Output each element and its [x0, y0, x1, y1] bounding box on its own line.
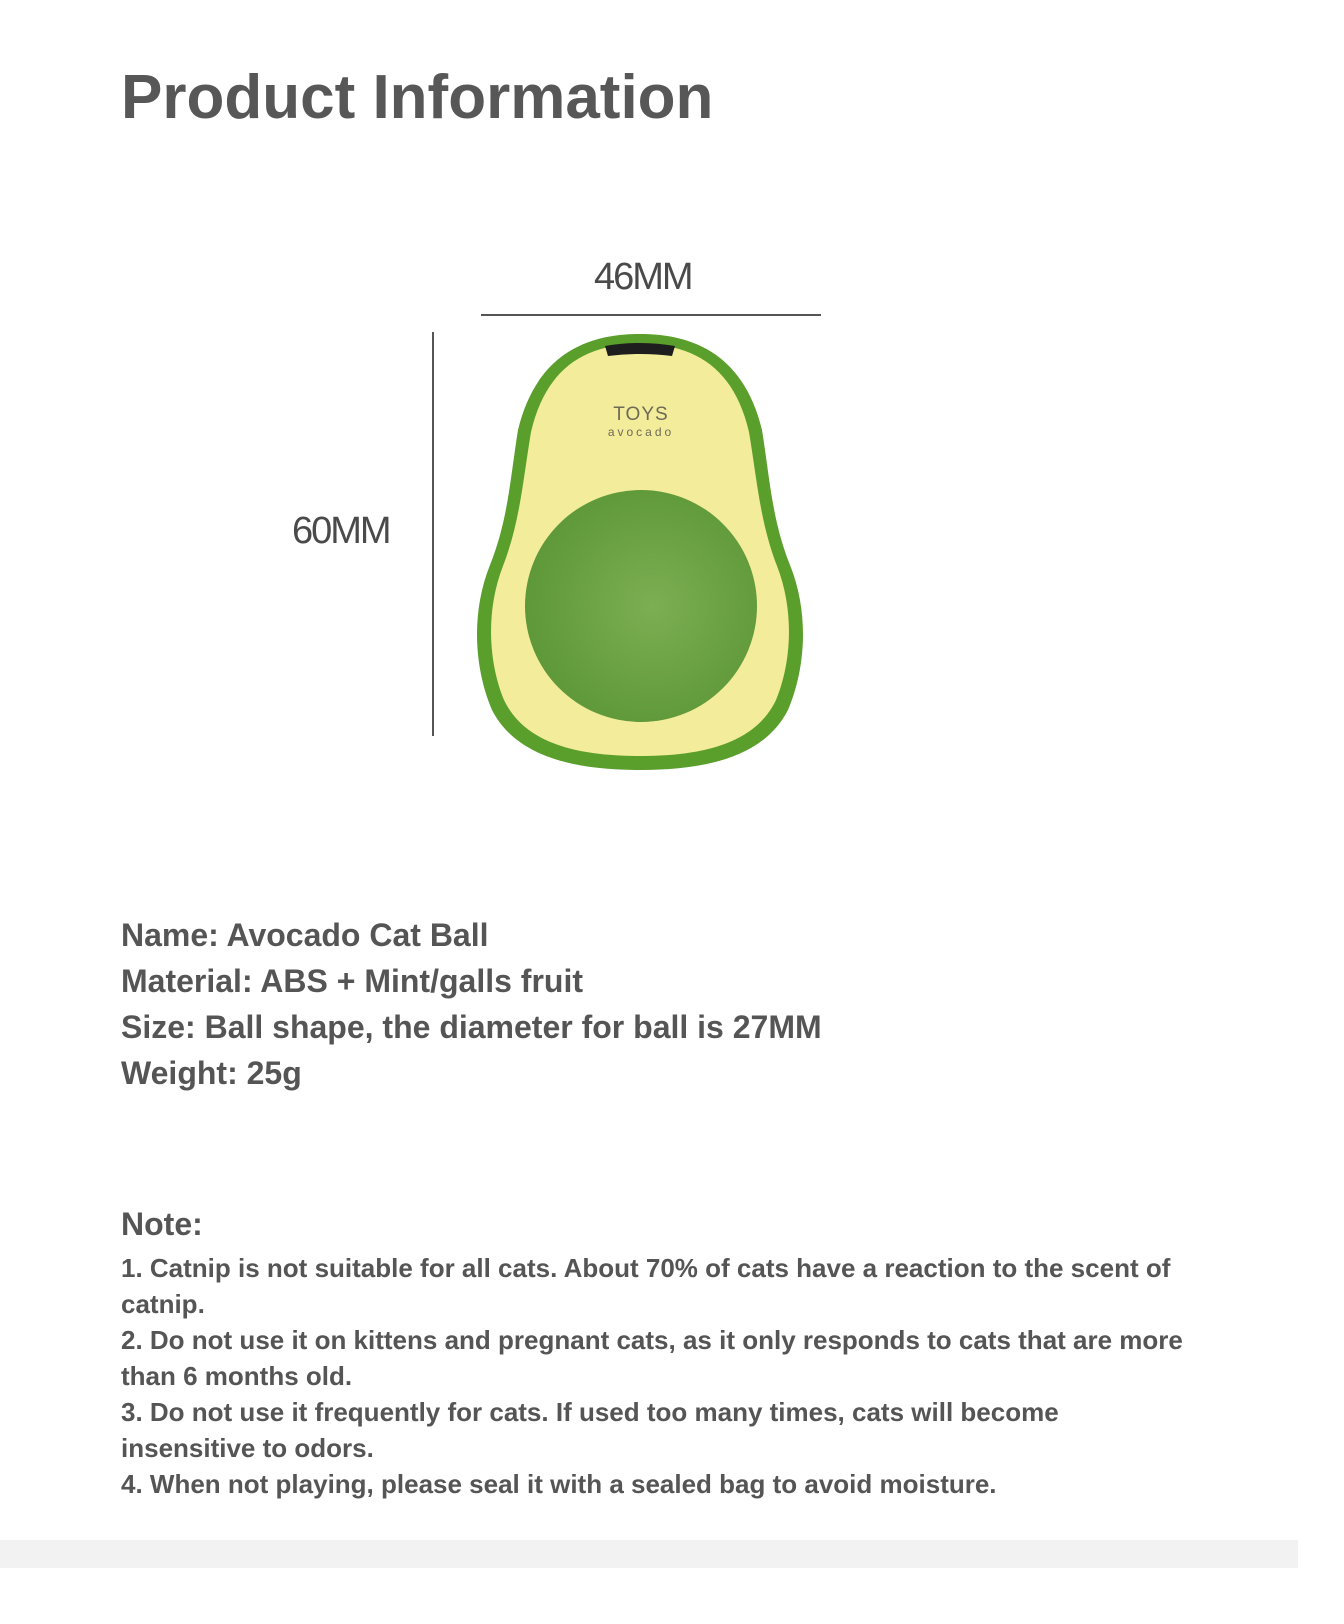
catnip-ball	[525, 490, 757, 722]
footer-bar	[0, 1540, 1298, 1568]
notes-list	[121, 1250, 1191, 1502]
page-title: Product Information	[121, 63, 714, 132]
note-item: 4. When not playing, please seal it with a sealed bag to avoid moisture.	[121, 1469, 997, 1499]
product-specs	[121, 912, 822, 1096]
height-dimension-label: 60MM	[292, 510, 390, 552]
spec-size: Size: Ball shape, the diameter for ball is 27MM	[121, 1009, 822, 1045]
brand-toys-text: TOYS	[613, 404, 669, 425]
spec-name: Name: Avocado Cat Ball	[121, 917, 489, 953]
spec-weight: Weight: 25g	[121, 1055, 302, 1091]
note-item: 2. Do not use it on kittens and pregnant cats, as it only responds to cats that are more than 6 months old.	[121, 1325, 1183, 1391]
note-item: 1. Catnip is not suitable for all cats. About 70% of cats have a reaction to the scent of catnip.	[121, 1253, 1171, 1319]
width-dimension-label: 46MM	[594, 256, 692, 298]
note-item: 3. Do not use it frequently for cats. If used too many times, cats will become insensitive to odors.	[121, 1397, 1059, 1463]
note-heading: Note:	[121, 1206, 203, 1242]
brand-avocado-text: avocado	[607, 425, 675, 439]
spec-material: Material: ABS + Mint/galls fruit	[121, 963, 583, 999]
